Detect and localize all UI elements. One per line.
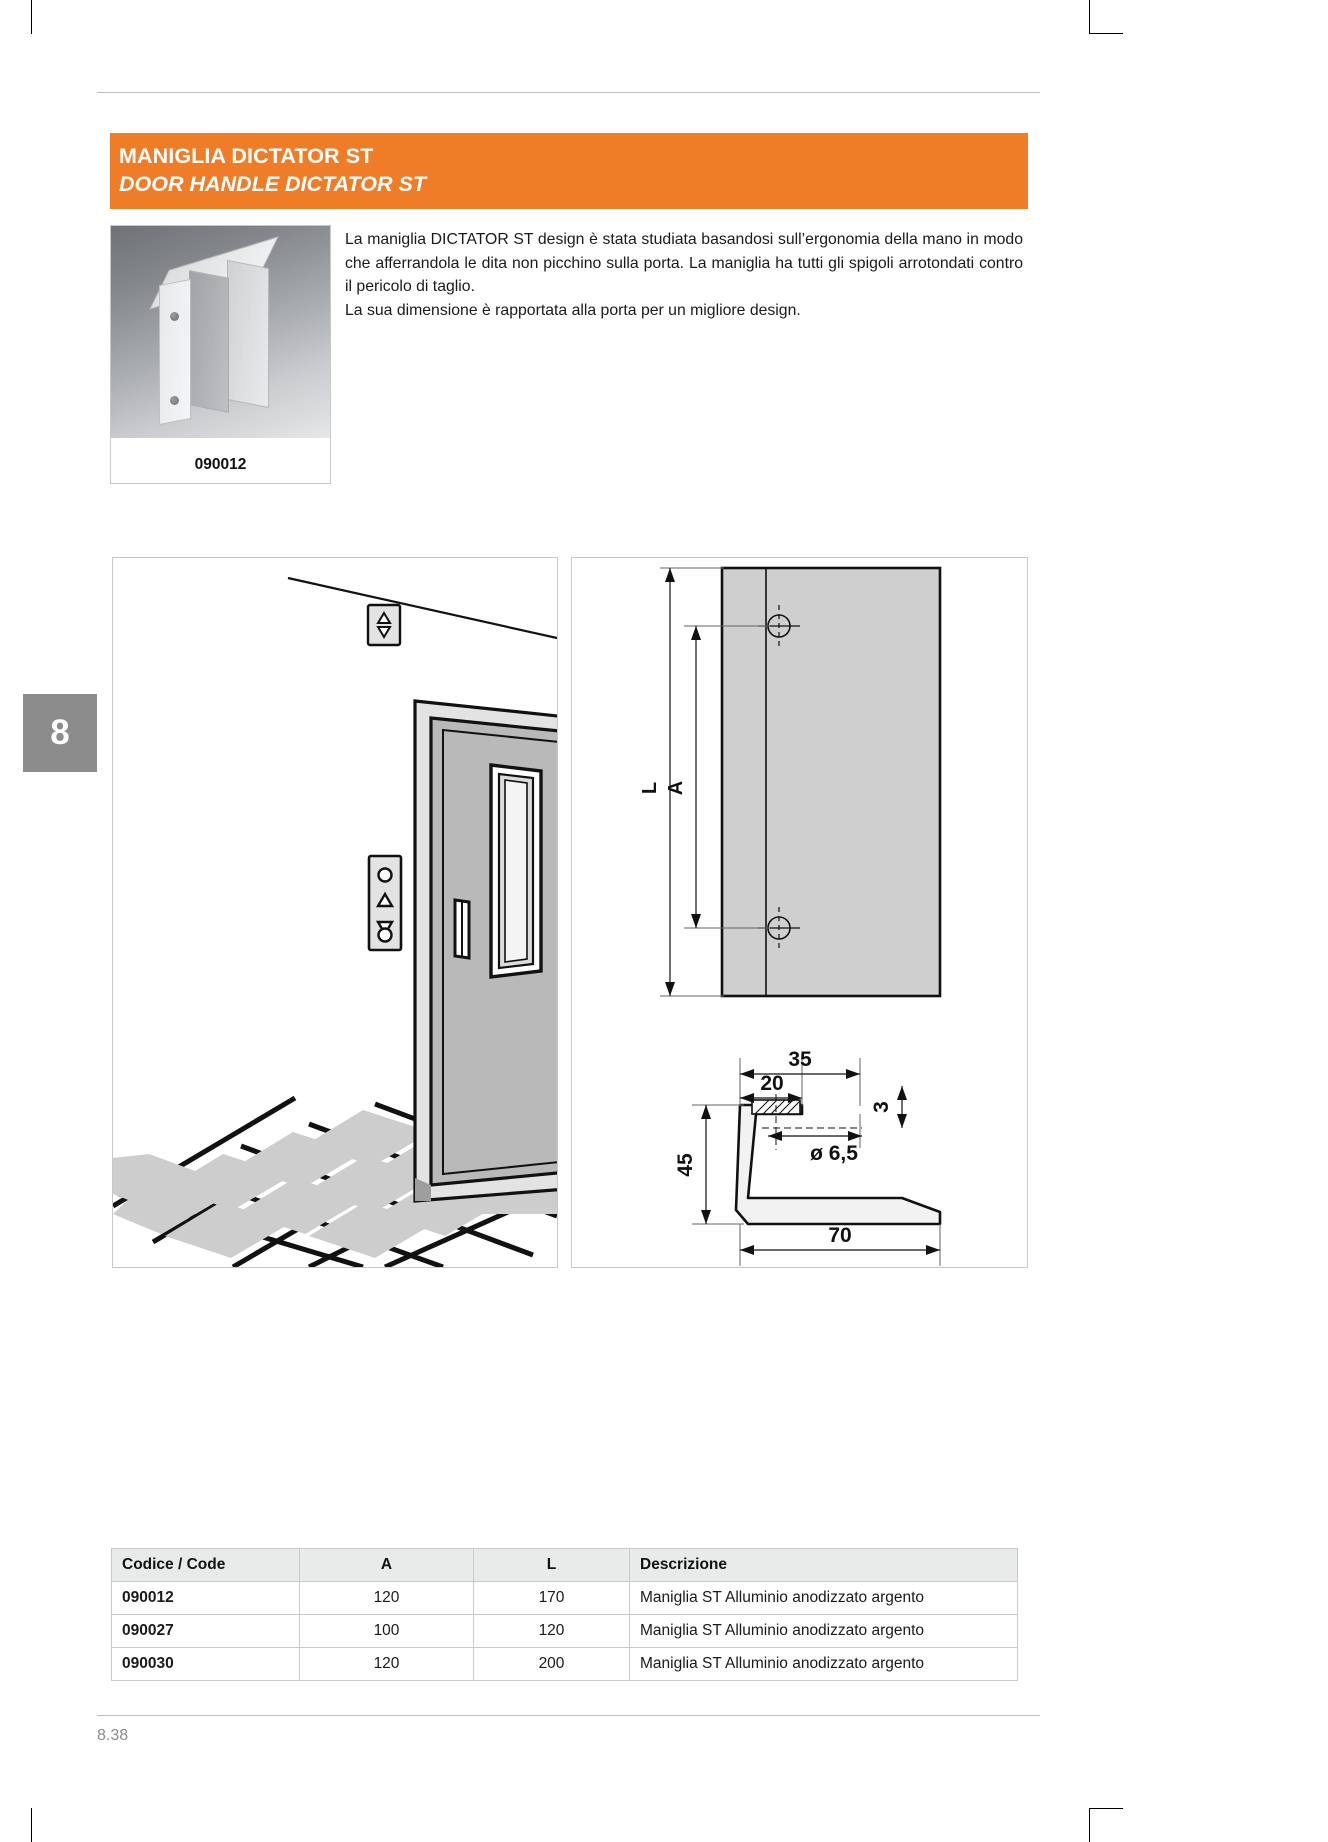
technical-dimension-drawing [572,558,1027,1267]
dimension-label-20: 20 [760,1072,784,1095]
cell-a: 100 [300,1615,474,1648]
front-view [639,568,940,996]
crop-mark-bottom-right-v [1089,1808,1090,1842]
cell-l: 200 [474,1648,630,1681]
door-scene-drawing [113,558,557,1267]
crop-mark-top-left [31,0,32,34]
table-body [112,1582,1018,1681]
cell-code: 090030 [112,1648,300,1681]
specification-table [111,1548,1018,1681]
column-header-l: L [474,1549,630,1582]
cell-l: 170 [474,1582,630,1615]
dimension-label-3: 3 [870,1101,893,1113]
dimension-label-hole: ø 6,5 [810,1142,858,1165]
column-header-a: A [300,1549,474,1582]
table-row [112,1648,1018,1681]
column-header-code: Codice / Code [112,1549,300,1582]
header-rule [97,92,1040,93]
cell-l: 120 [474,1615,630,1648]
handle-screw-hole-lower [170,396,179,405]
crop-mark-bottom-left [31,1808,32,1842]
elevator-call-panel [369,856,401,950]
page-folio: 8.38 [97,1727,129,1744]
table-row [112,1615,1018,1648]
cell-a: 120 [300,1582,474,1615]
product-description [345,228,1023,322]
cell-a: 120 [300,1648,474,1681]
dimension-label-70: 70 [828,1224,852,1247]
elevator-floor-indicator [368,605,400,645]
dimension-label-45: 45 [674,1153,697,1177]
description-paragraph-1: La maniglia DICTATOR ST design è stata studiata basandosi sull’ergonomia della mano in modo che afferrandola le dita non picchino sulla porta. La maniglia ha tutti gli spigoli arrotondati contro il pericolo di taglio. [345,231,1023,295]
illustration-panel-technical [571,557,1028,1268]
dimension-35 [740,1048,860,1079]
illustration-panel-door-scene [112,557,558,1268]
crop-mark-top-right-h [1089,33,1123,34]
door-handle-on-door [455,900,469,958]
dimension-3 [870,1086,907,1128]
chapter-number: 8 [50,713,70,752]
crop-mark-top-right-v [1089,0,1090,34]
dimension-label-L: L [639,781,661,795]
footer-rule [97,1715,1040,1716]
dimension-hole [768,1131,862,1165]
cell-code: 090012 [112,1582,300,1615]
cell-code: 090027 [112,1615,300,1648]
section-title-band [110,133,1028,209]
ceiling-line [288,578,557,638]
handle-inner-face [189,270,229,413]
dimension-label-A: A [665,780,687,796]
page-title-italian: MANIGLIA DICTATOR ST [119,144,374,168]
table-row [112,1582,1018,1615]
product-photo-code: 090012 [194,456,247,473]
product-photo-box [110,225,331,484]
chapter-tab [23,694,97,772]
dimension-45 [674,1105,711,1224]
crop-mark-bottom-right-h [1089,1808,1123,1809]
table-header-row [112,1549,1018,1582]
cell-description: Maniglia ST Alluminio anodizzato argento [630,1582,1018,1615]
handle-screw-hole-upper [170,312,179,321]
section-view [674,1048,940,1266]
product-photo-image [111,226,330,438]
dimension-label-35: 35 [788,1048,812,1071]
page-title-english: DOOR HANDLE DICTATOR ST [119,172,426,196]
dimension-70 [740,1224,940,1255]
door-vision-panel [491,765,541,977]
cell-description: Maniglia ST Alluminio anodizzato argento [630,1648,1018,1681]
table-header [112,1549,1018,1582]
cell-description: Maniglia ST Alluminio anodizzato argento [630,1615,1018,1648]
column-header-description: Descrizione [630,1549,1018,1582]
description-paragraph-2: La sua dimensione è rapportata alla porta per un migliore design. [345,301,801,319]
handle-back-face [227,260,269,408]
